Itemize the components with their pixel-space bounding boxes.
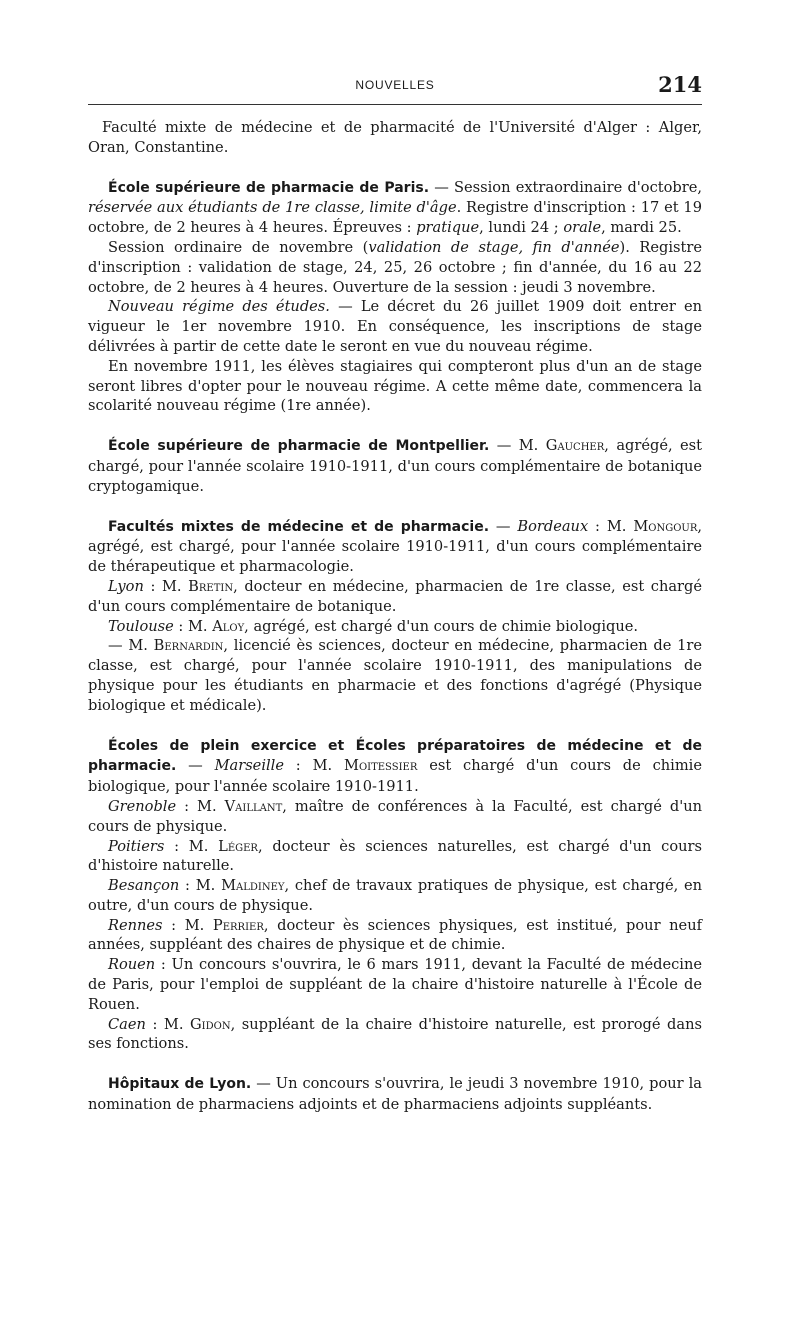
person-name: Moitessier [344, 757, 418, 775]
city-name: Grenoble [108, 797, 177, 815]
person-name: Maldiney [221, 877, 285, 895]
running-head: NOUVELLES [355, 78, 435, 92]
text-run: , agrégé, est chargé d'un cours de chimie biologique. [244, 617, 639, 635]
text-run: , suppléant de la chaire d'histoire naturelle, est prorogé dans ses fonctions. [88, 1015, 702, 1053]
city-name: Toulouse [108, 617, 174, 635]
ecoles-paragraph-caen [88, 1015, 702, 1055]
ecoles-paragraph-1 [88, 736, 702, 797]
text-run: : M. [145, 1015, 191, 1033]
italic-run: pratique [416, 219, 480, 237]
person-name: Perrier [212, 916, 264, 934]
text-run: — Le décret du 26 juillet 1909 doit entrer en vigueur le 1er novembre 1910. En conséquence, les inscriptions de stage délivrées à partir de cette date le seront en vue du nouveau régime. [88, 298, 702, 355]
ecoles-paragraph-rouen [88, 955, 702, 1014]
page-number: 214 [658, 72, 702, 97]
city-name: Marseille [214, 757, 284, 775]
italic-run: orale [563, 219, 602, 237]
hopitaux-heading: Hôpitaux de Lyon. [108, 1076, 252, 1093]
paris-paragraph-2 [88, 238, 702, 297]
city-name: Rennes [108, 916, 163, 934]
ecoles-paragraph-rennes [88, 916, 702, 956]
text-run: : Un concours s'ouvrira, le 6 mars 1911, devant la Faculté de médecine de Paris, pour l'emploi de suppléant de la chaire d'histoire naturelle à l'École de Rouen. [88, 956, 702, 1013]
person-name: Vaillant [224, 797, 283, 815]
person-name: Bernardin [153, 637, 224, 655]
text-run: Session ordinaire de novembre ( [108, 238, 369, 256]
city-name: Poitiers [108, 837, 165, 855]
city-name: Lyon [108, 577, 144, 595]
person-name: Mongour [633, 517, 698, 535]
person-name: Gidon [190, 1015, 231, 1033]
paris-heading: École supérieure de pharmacie de Paris. [108, 179, 430, 196]
document-page [88, 72, 702, 1115]
text-run: , agrégé, est chargé, pour l'année scolaire 1910-1911, d'un cours complémentaire de thérapeutique et pharmacologie. [88, 517, 702, 576]
city-name: Bordeaux [517, 517, 589, 535]
text-run: — [176, 757, 215, 775]
ecoles-paragraph-grenoble [88, 797, 702, 837]
ecoles-heading: Écoles de plein exercice et Écoles préparatoires de médecine et de pharmacie. [88, 737, 702, 775]
mixtes-paragraph-bernardin [88, 636, 702, 715]
city-name: Caen [108, 1015, 146, 1033]
italic-run: validation de stage, fin d'année [368, 238, 620, 256]
text-run: , docteur en médecine, pharmacien de 1re classe, est chargé d'un cours complémentaire de botanique. [88, 577, 703, 615]
text-run: , mardi 25. [601, 219, 682, 237]
text-run: : M. [179, 877, 222, 895]
mixtes-paragraph-1 [88, 517, 702, 577]
italic-run: réservée aux étudiants de 1re classe, limite d'âge [88, 199, 457, 217]
city-name: Rouen [108, 956, 156, 974]
text-run: — M. [108, 637, 154, 655]
paris-paragraph-4: En novembre 1911, les élèves stagiaires qui compteront plus d'un an de stage seront libres d'opter pour le nouveau régime. A cette même date, commencera la scolarité nouveau régime (1re année). [88, 357, 702, 415]
text-run: , docteur ès sciences physiques, est institué, pour neuf années, suppléant des chaires de physique et de chimie. [88, 916, 702, 954]
text-run: : M. [173, 617, 213, 635]
text-run: : M. [162, 916, 213, 934]
person-name: Bretin [188, 577, 234, 595]
page-header [88, 72, 702, 100]
mixtes-paragraph-lyon [88, 577, 702, 617]
text-run: : M. [588, 517, 634, 535]
text-run: , licencié ès sciences, docteur en médecine, pharmacien de 1re classe, est chargé, pour l'année scolaire 1910-1911, des manipulations de physique pour les étudiants en pharmacie et des fonctions d'agrégé (Physique biologique et médicale). [88, 637, 702, 714]
hopitaux-paragraph [88, 1074, 702, 1115]
italic-run: Nouveau régime des études. [108, 298, 330, 316]
city-name: Besançon [108, 877, 180, 895]
text-run: , chef de travaux pratiques de physique, est chargé, en outre, d'un cours de physique. [88, 877, 703, 914]
montpellier-heading: École supérieure de pharmacie de Montpellier. [108, 438, 490, 455]
text-run: : M. [164, 837, 219, 855]
text-run: : M. [143, 577, 189, 595]
person-name: Gaucher [545, 437, 605, 455]
mixtes-heading: Facultés mixtes de médecine et de pharmacie. [108, 518, 490, 535]
text-run: , maître de conférences à la Faculté, est chargé d'un cours de physique. [88, 797, 702, 835]
text-run: : M. [176, 797, 225, 815]
mixtes-paragraph-toulouse [88, 617, 702, 637]
text-run: , lundi 24 ; [479, 219, 564, 237]
text-run: . Registre d'inscription : 17 et 19 octobre, de 2 heures à 4 heures. Épreuves : [88, 199, 702, 237]
intro-paragraph: Faculté mixte de médecine et de pharmacité de l'Université d'Alger : Alger, Oran, Constantine. [88, 119, 702, 156]
montpellier-paragraph [88, 436, 702, 496]
text-run: , docteur ès sciences naturelles, est chargé d'un cours d'histoire naturelle. [88, 837, 702, 875]
text-run: est chargé d'un cours de chimie biologique, pour l'année scolaire 1910-1911. [88, 757, 702, 796]
header-rule [88, 104, 702, 105]
article-body [88, 118, 702, 1115]
text-run: — [489, 517, 518, 535]
text-run: — Un concours s'ouvrira, le jeudi 3 novembre 1910, pour la nomination de pharmaciens adjoints et de pharmaciens adjoints suppléants. [88, 1075, 702, 1114]
text-run: — Session extraordinaire d'octobre, [429, 178, 703, 196]
person-name: Léger [218, 837, 258, 855]
text-run: — M. [489, 437, 546, 455]
text-run: : M. [283, 757, 344, 775]
paris-paragraph-1 [88, 178, 702, 238]
ecoles-paragraph-poitiers [88, 837, 702, 877]
paris-paragraph-3 [88, 297, 702, 356]
person-name: Aloy [212, 617, 245, 635]
ecoles-paragraph-besancon [88, 876, 702, 916]
text-run: , agrégé, est chargé, pour l'année scolaire 1910-1911, d'un cours complémentaire de botanique cryptogamique. [88, 437, 703, 495]
text-run: ). Registre d'inscription : validation de stage, 24, 25, 26 octobre ; fin d'année, du 16 au 22 octobre, de 2 heures à 4 heures. Ouverture de la session : jeudi 3 novembre. [88, 238, 702, 296]
